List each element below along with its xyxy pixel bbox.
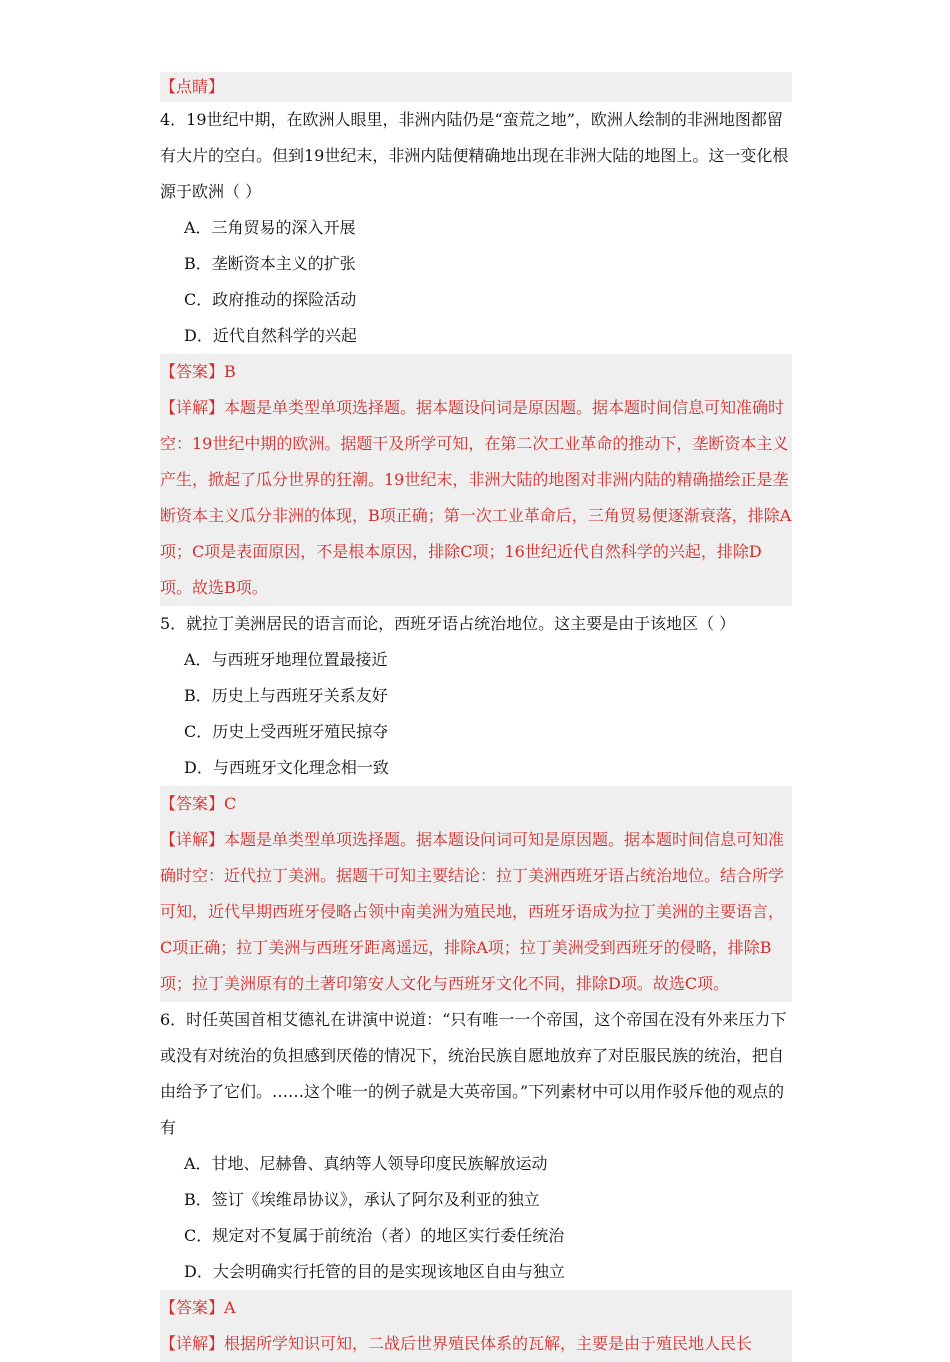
question-4-stem: 4．19世纪中期，在欧洲人眼里，非洲内陆仍是“蛮荒之地”，欧洲人绘制的非洲地图都留有大片的空白。但到19世纪末，非洲内陆便精确地出现在非洲大陆的地图上。这一变化根源于欧洲（ ） xyxy=(160,110,789,201)
option-c: C．政府推动的探险活动 xyxy=(184,290,357,309)
answer-line: 【答案】B xyxy=(160,362,236,381)
option-a: A．三角贸易的深入开展 xyxy=(184,218,356,237)
option-c: C．历史上受西班牙殖民掠夺 xyxy=(184,722,389,741)
question-6-stem: 6．时任英国首相艾德礼在讲演中说道：“只有唯一一个帝国，这个帝国在没有外来压力下或没有对统治的负担感到厌倦的情况下，统治民族自愿地放弃了对臣服民族的统治，把自由给予了它们。……这个唯一的例子就是大英帝国。”下列素材中可以用作驳斥他的观点的有 xyxy=(160,1010,787,1137)
option-b: B．垄断资本主义的扩张 xyxy=(184,254,356,273)
answer-block-4 xyxy=(160,354,792,606)
question-4 xyxy=(160,102,792,606)
page-content xyxy=(160,72,792,1362)
option-b: B．历史上与西班牙关系友好 xyxy=(184,686,388,705)
option-a: A．甘地、尼赫鲁、真纳等人领导印度民族解放运动 xyxy=(184,1154,548,1173)
question-5 xyxy=(160,606,792,1002)
explanation: 【详解】本题是单类型单项选择题。据本题设问词是原因题。据本题时间信息可知准确时空：19世纪中期的欧洲。据题干及所学可知，在第二次工业革命的推动下，垄断资本主义产生，掀起了瓜分世界的狂潮。19世纪末，非洲大陆的地图对非洲内陆的精确描绘正是垄断资本主义瓜分非洲的体现，B项正确；第一次工业革命后，三角贸易便逐渐衰落，排除A项；C项是表面原因，不是根本原因，排除C项；16世纪近代自然科学的兴起，排除D项。故选B项。 xyxy=(160,398,792,597)
question-6 xyxy=(160,1002,792,1362)
answer-line: 【答案】C xyxy=(160,794,237,813)
explanation: 【详解】本题是单类型单项选择题。据本题设问词可知是原因题。据本题时间信息可知准确时空：近代拉丁美洲。据题干可知主要结论：拉丁美洲西班牙语占统治地位。结合所学可知，近代早期西班牙侵略占领中南美洲为殖民地，西班牙语成为拉丁美洲的主要语言，C项正确；拉丁美洲与西班牙距离遥远，排除A项；拉丁美洲受到西班牙的侵略，排除B项；拉丁美洲原有的土著印第安人文化与西班牙文化不同，排除D项。故选C项。 xyxy=(160,830,785,993)
option-a: A．与西班牙地理位置最接近 xyxy=(184,650,388,669)
option-d: D．近代自然科学的兴起 xyxy=(184,326,357,345)
option-d: D．与西班牙文化理念相一致 xyxy=(184,758,389,777)
tip-label: 【点睛】 xyxy=(160,72,792,102)
question-6-options xyxy=(160,1146,792,1290)
answer-block-6 xyxy=(160,1290,792,1362)
answer-line: 【答案】A xyxy=(160,1298,236,1317)
explanation: 【详解】根据所学知识可知，二战后世界殖民体系的瓦解，主要是由于殖民地人民长 xyxy=(160,1334,753,1353)
option-d: D．大会明确实行托管的目的是实现该地区自由与独立 xyxy=(184,1262,565,1281)
question-4-options xyxy=(160,210,792,354)
option-c: C．规定对不复属于前统治（者）的地区实行委任统治 xyxy=(184,1226,565,1245)
question-5-options xyxy=(160,642,792,786)
question-5-stem: 5．就拉丁美洲居民的语言而论，西班牙语占统治地位。这主要是由于该地区（ ） xyxy=(160,614,736,633)
option-b: B．签订《埃维昂协议》，承认了阿尔及利亚的独立 xyxy=(184,1190,540,1209)
answer-block-5 xyxy=(160,786,792,1002)
